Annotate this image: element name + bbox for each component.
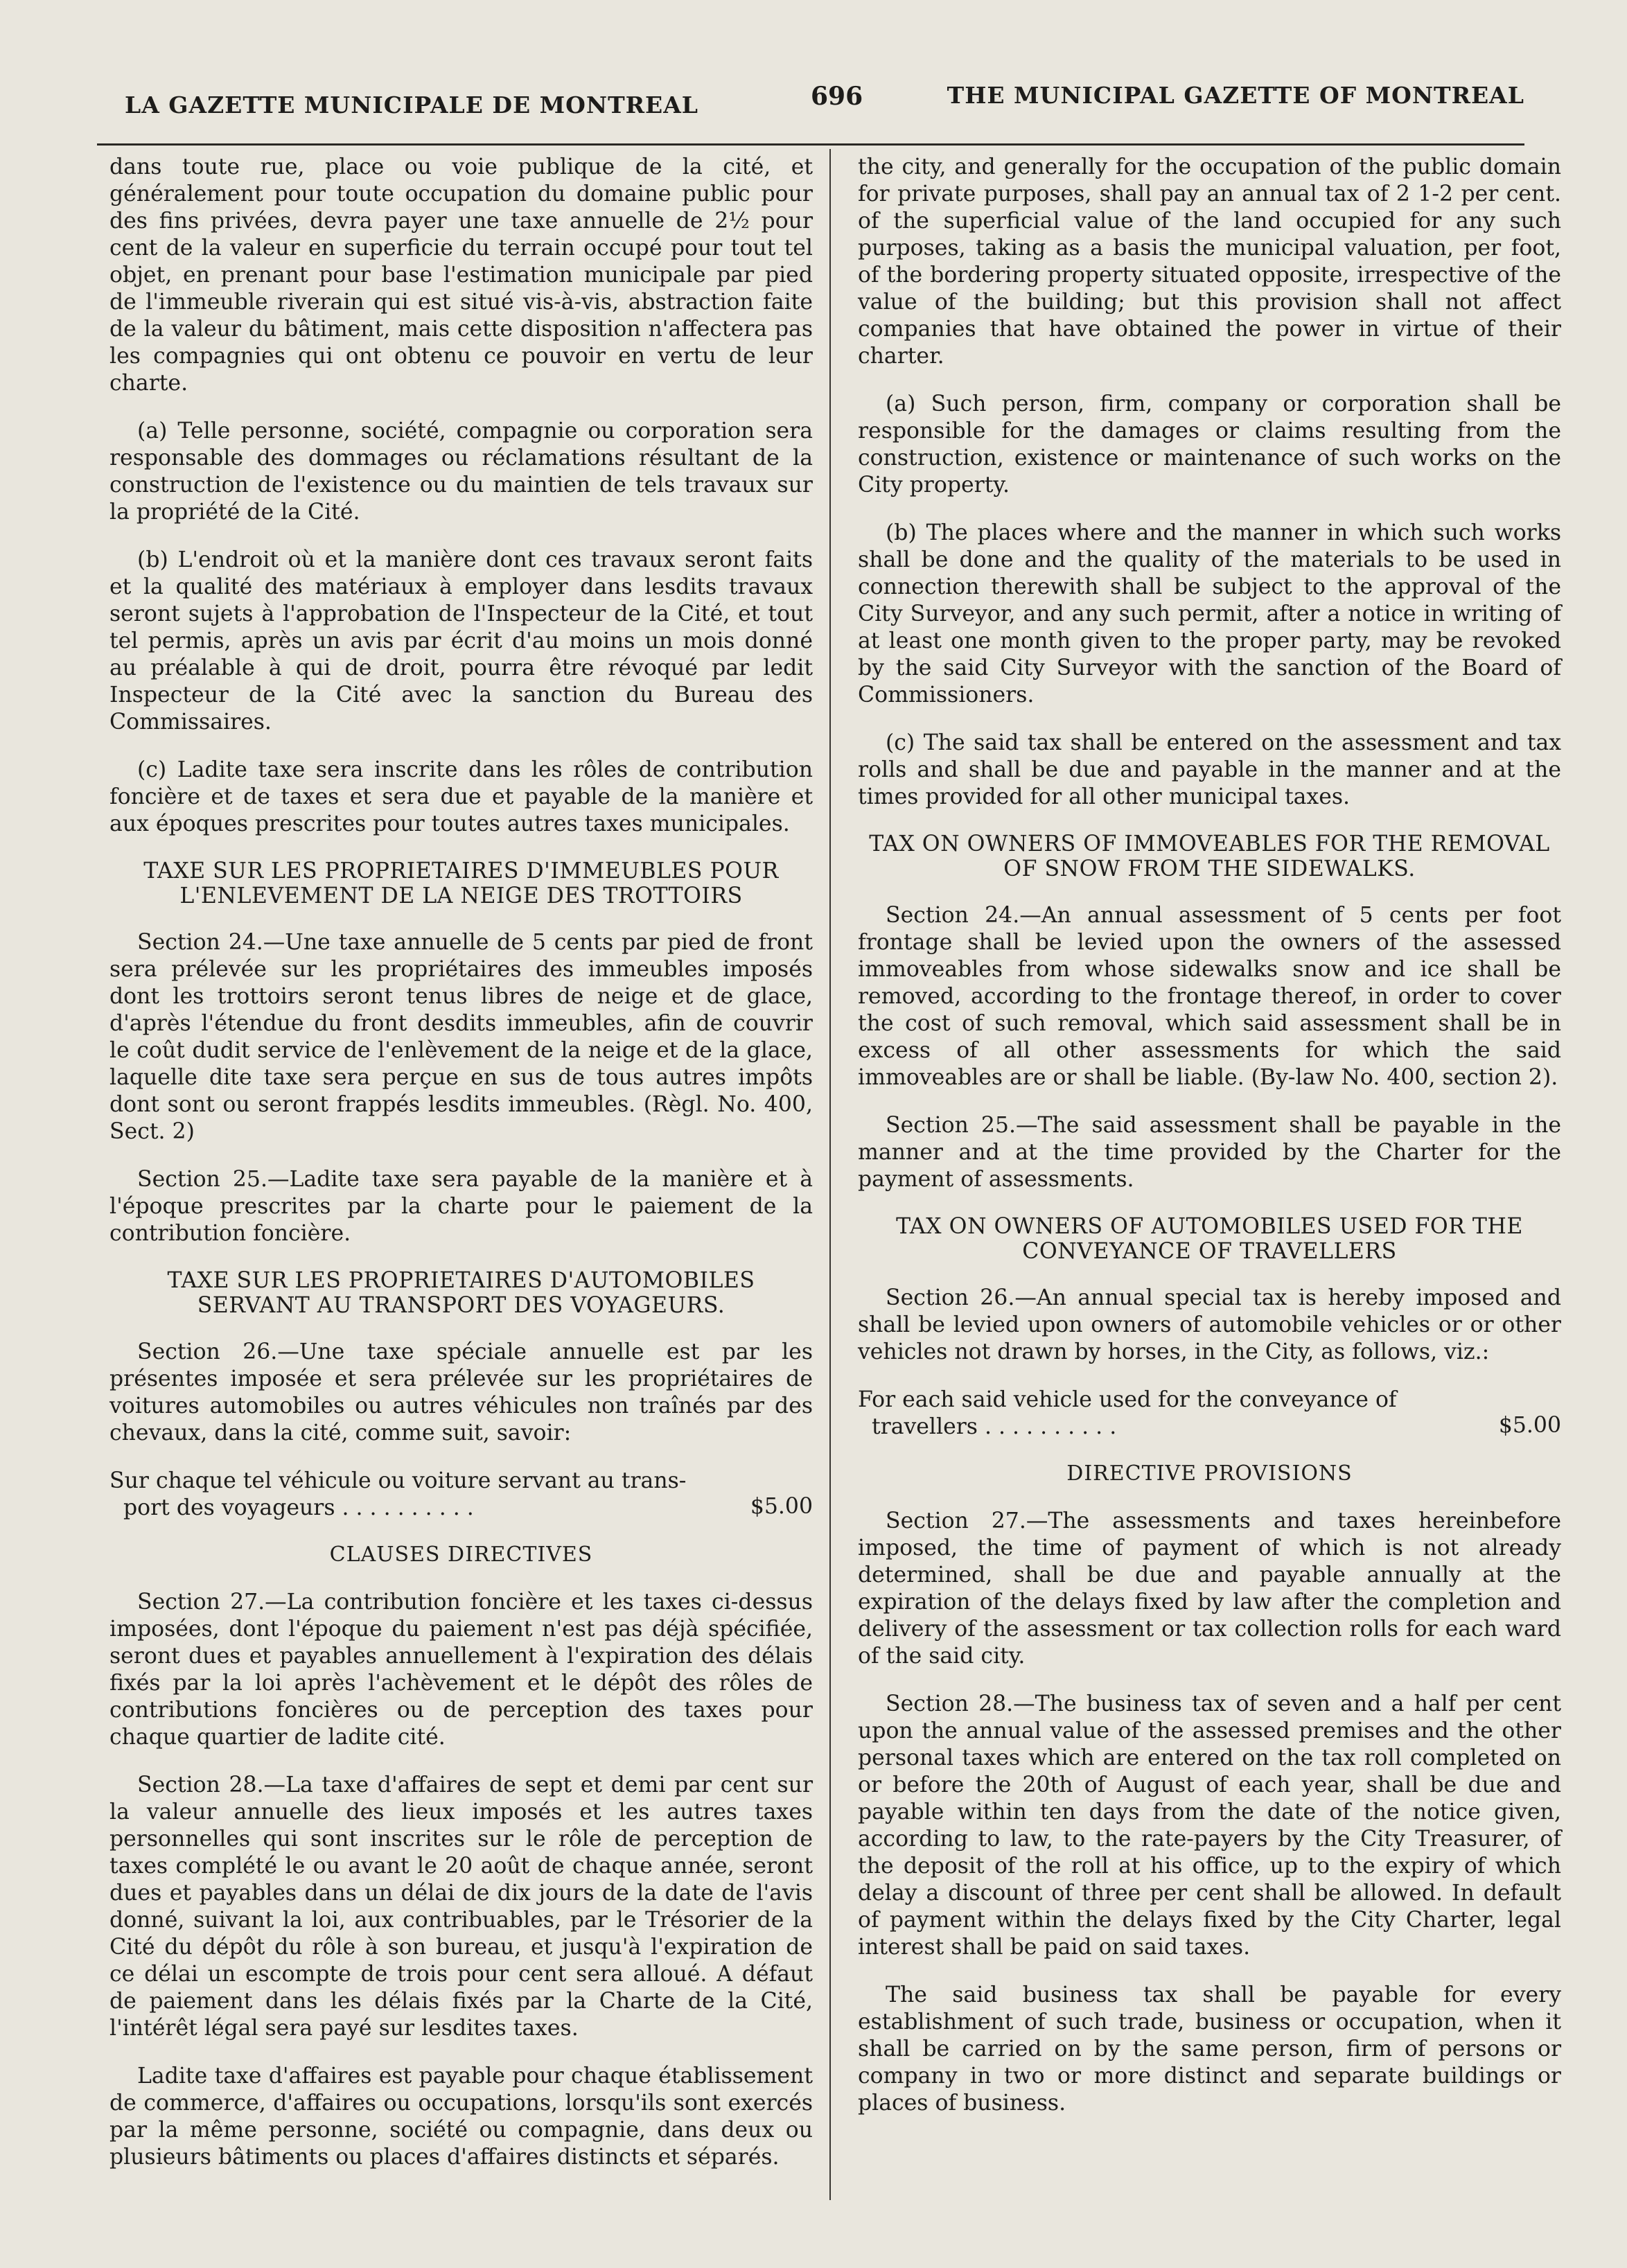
tax-amount: $5.00 [1498,1413,1561,1438]
paragraph-intro: the city, and generally for the occupation of the public domain for private purposes, shall pay an annual tax of 2 1-2 per cent. of the superficial value of the land occupied for any such purposes, taking as a basis the municipal valuation, per foot, of the bordering property situated opposite, irrespective of the value of the building; but this provision shall not affect companies that have obtained the power in virtue of their charter. [858,155,1561,369]
paragraph-intro: dans toute rue, place ou voie publique de la cité, et généralement pour toute occupation du domaine public pour des fins privées, devra payer une taxe annuelle de 2½ pour cent de la valeur en superficie du terrain occupé pour tout tel objet, en prenant pour base l'estimation municipale par pied de l'immeuble riverain qui est situé vis-à-vis, abstraction faite de la valeur du bâtiment, mais cette disposition n'affectera pas les compagnies qui ont obtenu ce pouvoir en vertu de leur charte. [109,155,813,396]
column-divider [829,149,831,2200]
tax-rate-label [109,1468,813,1522]
paragraph-c: (c) The said tax shall be entered on the assessment and tax rolls and shall be due and payable in the manner and at the times provided for all other municipal taxes. [858,730,1561,809]
tax-rate-label-line-1: For each said vehicle used for the conveyance of [858,1387,1397,1412]
tax-rate-line [109,1468,813,1522]
tax-rate-label [858,1387,1561,1441]
header-french-title: LA GAZETTE MUNICIPALE DE MONTREAL [125,91,699,118]
header-rule [97,143,1524,146]
section-24: Section 24.—Une taxe annuelle de 5 cents par pied de front sera prélevée sur les propriétaires des immeubles imposés dont les trottoirs seront tenus libres de neige et de glace, d'après l'étendue du front desdits immeubles, afin de couvrir le coût dudit service de l'enlèvement de la neige et de la glace, laquelle dite taxe sera perçue en sus de tous autres impôts dont sont ou seront frappés lesdits immeubles. (Règl. No. 400, Sect. 2) [109,930,813,1144]
english-column [858,154,1561,2138]
paragraph-a: (a) Telle personne, société, compagnie ou corporation sera responsable des dommages ou réclamations résultant de la construction de l'existence ou du maintien de tels travaux sur la propriété de la Cité. [109,419,813,525]
paragraph-b: (b) L'endroit où et la manière dont ces travaux seront faits et la qualité des matériaux à employer dans lesdits travaux seront sujets à l'approbation de l'Inspecteur de la Cité, et tout tel permis, après un avis par écrit d'au moins un mois donné au préalable à qui de droit, pourra être révoqué par ledit Inspecteur de la Cité avec la sanction du Bureau des Commissaires. [109,547,813,735]
tax-rate-label-line-1: Sur chaque tel véhicule ou voiture servant au trans- [109,1468,687,1493]
heading-automobile-tax: TAX ON OWNERS OF AUTOMOBILES USED FOR THE CONVEYANCE OF TRAVELLERS [896,1214,1523,1264]
french-column [109,154,813,2192]
page-number: 696 [811,82,863,111]
section-24: Section 24.—An annual assessment of 5 cents per foot frontage shall be levied upon the owners of the assessed immoveables from whose sidewalks snow and ice shall be removed, according to the frontage thereof, in order to cover the cost of such removal, which said assessment shall be in excess of all other assessments for which the said immoveables are or shall be liable. (By-law No. 400, section 2). [858,903,1561,1090]
paragraph-a: (a) Such person, firm, company or corporation shall be responsible for the damages or claims resulting from the construction, existence or maintenance of such works on the City property. [858,392,1561,498]
tax-amount: $5.00 [750,1494,813,1519]
section-26: Section 26.—Une taxe spéciale annuelle est par les présentes imposée et sera prélevée sur les propriétaires de voitures automobiles ou autres véhicules non traînés par des chevaux, dans la cité, comme suit, savoir: [109,1339,813,1445]
page-header [125,82,1524,123]
tax-rate-label-line-2: travellers . . . . . . . . . . [872,1414,1117,1439]
heading-automobile-tax: TAXE SUR LES PROPRIETAIRES D'AUTOMOBILES SERVANT AU TRANSPORT DES VOYAGEURS. [167,1268,755,1318]
heading-snow-removal-tax: TAX ON OWNERS OF IMMOVEABLES FOR THE REMOVAL OF SNOW FROM THE SIDEWALKS. [869,832,1550,881]
tax-rate-label-line-2: port des voyageurs . . . . . . . . . . [123,1495,474,1520]
section-25: Section 25.—The said assessment shall be payable in the manner and at the time provided by the Charter for the payment of assessments. [858,1113,1561,1192]
paragraph-b: (b) The places where and the manner in which such works shall be done and the quality of the materials to be used in connection therewith shall be subject to the approval of the City Surveyor, and any such permit, after a notice in writing of at least one month given to the proper party, may be revoked by the said City Surveyor with the sanction of the Board of Commissioners. [858,520,1561,707]
paragraph-c: (c) Ladite taxe sera inscrite dans les rôles de contribution foncière et de taxes et sera due et payable de la manière et aux époques prescrites pour toutes autres taxes municipales. [109,757,813,836]
section-27: Section 27.—The assessments and taxes hereinbefore imposed, the time of payment of which is not already determined, shall be due and payable annually at the expiration of the delays fixed by law after the completion and delivery of the assessment or tax collection rolls for each ward of the said city. [858,1509,1561,1669]
section-25: Section 25.—Ladite taxe sera payable de la manière et à l'époque prescrites par la charte pour le paiement de la contribution foncière. [109,1167,813,1246]
paragraph-business-tax: Ladite taxe d'affaires est payable pour chaque établissement de commerce, d'affaires ou occupations, lorsqu'ils sont exercés par la même personne, société ou compagnie, dans deux ou plusieurs bâtiments ou places d'affaires distincts et séparés. [109,2064,813,2170]
section-28: Section 28.—The business tax of seven and a half per cent upon the annual value of the assessed premises and the other personal taxes which are entered on the tax roll completed on or before the 20th of August of each year, shall be due and payable within ten days from the date of the notice given, according to law, to the rate-payers by the City Treasurer, of the deposit of the roll at his office, up to the expiry of which delay a discount of three per cent shall be allowed. In default of payment within the delays fixed by the City Charter, legal interest shall be paid on said taxes. [858,1691,1561,1960]
paragraph-business-tax: The said business tax shall be payable for every establishment of such trade, business or occupation, when it shall be carried on by the same person, firm of persons or company in two or more distinct and separate buildings or places of business. [858,1983,1561,2116]
section-26: Section 26.—An annual special tax is hereby imposed and shall be levied upon owners of automobile vehicles or or other vehicles not drawn by horses, in the City, as follows, viz.: [858,1285,1561,1364]
section-28: Section 28.—La taxe d'affaires de sept et demi par cent sur la valeur annuelle des lieux imposés et les autres taxes personnelles qui sont inscrites sur le rôle de perception de taxes complété le ou avant le 20 août de chaque année, seront dues et payables dans un délai de dix jours de la date de l'avis donné, suivant la loi, aux contribuables, par le Trésorier de la Cité du dépôt du rôle à son bureau, et jusqu'à l'expiration de ce délai un escompte de trois pour cent sera alloué. A défaut de paiement dans les délais fixés par la Charte de la Cité, l'intérêt légal sera payé sur lesdites taxes. [109,1773,813,2041]
tax-rate-line [858,1387,1561,1441]
heading-directives: DIRECTIVE PROVISIONS [1066,1461,1353,1486]
heading-directives: CLAUSES DIRECTIVES [329,1542,593,1567]
section-27: Section 27.—La contribution foncière et les taxes ci-dessus imposées, dont l'époque du paiement n'est pas déjà spécifiée, seront dues et payables annuellement à l'expiration des délais fixés par la loi après l'achèvement et le dépôt des rôles de contributions foncières ou de perception des taxes pour chaque quartier de ladite cité. [109,1590,813,1750]
header-english-title: THE MUNICIPAL GAZETTE OF MONTREAL [947,82,1524,109]
heading-snow-removal-tax: TAXE SUR LES PROPRIETAIRES D'IMMEUBLES POUR L'ENLEVEMENT DE LA NEIGE DES TROTTOIRS [143,859,779,908]
